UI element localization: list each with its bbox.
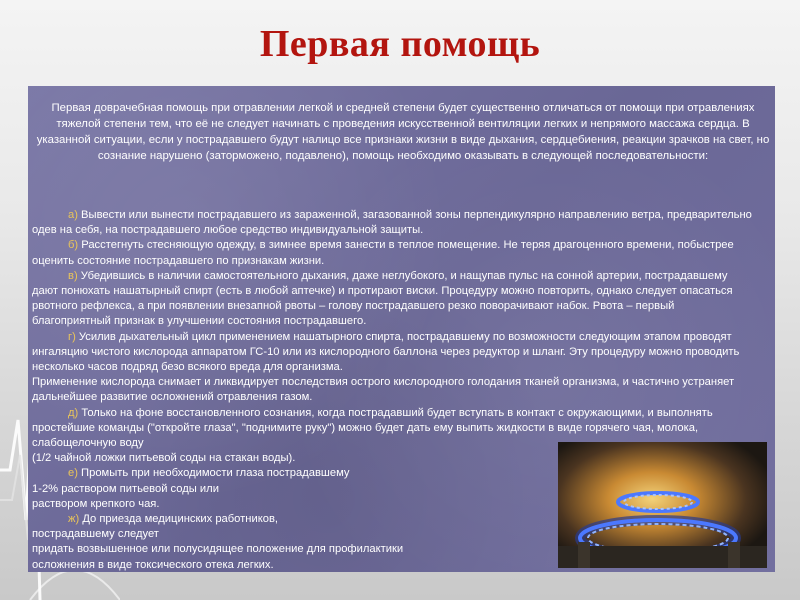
step-marker: г) bbox=[68, 330, 76, 343]
slide-title: Первая помощь bbox=[259, 23, 541, 65]
list-item bbox=[32, 208, 752, 238]
step-marker: д) bbox=[68, 406, 79, 419]
step-text: Только на фоне восстановленного сознания, когда пострадавший будет вступать в контакт с окружающими, и выполнять простейшие команды ("откройте глаза", "поднимите руку") можно будет дать ему выпить жидкости в виде горячего чая, молока, слабощелочную воду bbox=[32, 406, 713, 450]
step-marker: ж) bbox=[68, 513, 80, 526]
list-item bbox=[32, 238, 752, 268]
step-e-line: 1-2% раствором питьевой соды или bbox=[32, 482, 219, 495]
step-d-note: (1/2 чайной ложки питьевой соды на стакан воды). bbox=[32, 452, 296, 465]
step-text: До приезда медицинских работников, bbox=[79, 513, 278, 526]
step-marker: е) bbox=[68, 467, 78, 480]
step-text: Расстегнуть стесняющую одежду, в зимнее время занести в теплое помещение. Не теряя драгоценного времени, побыстрее оценить состояние пострадавшего по признакам жизни. bbox=[32, 239, 734, 267]
step-marker: а) bbox=[68, 209, 78, 221]
step-e-line: раствором крепкого чая. bbox=[32, 497, 160, 510]
step-marker: б) bbox=[68, 239, 79, 252]
list-item bbox=[32, 269, 752, 330]
gas-flame-icon bbox=[558, 442, 767, 568]
step-text: Вывести или вынести пострадавшего из зараженной, загазованной зоны перпендикулярно направлению ветра, предварительно одев на себя, на пострадавшего любое средство индивидуальной защиты. bbox=[32, 209, 752, 237]
step-zh-line: пострадавшему следует bbox=[32, 528, 159, 541]
step-zh-line: придать возвышенное или полусидящее положение для профилактики bbox=[32, 543, 404, 556]
step-text: Усилив дыхательный цикл применением нашатырного спирта, пострадавшему по возможности следующим этапом проводят ингаляцию чистого кислорода аппаратом ГС-10 или из кислородного баллона через редуктор и шланг. Эту процедуру можно проводить несколько часов подряд безо всякого вреда для организма. bbox=[32, 330, 740, 374]
intro-paragraph: Первая доврачебная помощь при отравлении легкой и средней степени будет существенно отличаться от помощи при отравлениях тяжелой степени тем, что её не следует начинать с проведения искусственной вентиляции легких и непрямого массажа сердца. В указанной ситуации, если у пострадавшего будут налицо все признаки жизни в виде дыхания, сердцебиения, реакции зрачков на свет, но сознание нарушено (заторможено, подавлено), помощь необходимо оказывать в следующей последовательности: bbox=[36, 102, 770, 162]
gas-burner-photo bbox=[558, 442, 767, 568]
step-marker: в) bbox=[68, 269, 78, 282]
step-text: Промыть при необходимости глаза пострадавшему bbox=[77, 467, 350, 480]
list-item bbox=[32, 330, 752, 376]
oxygen-note: Применение кислорода снимает и ликвидирует последствия острого кислородного голодания тканей организма, и частично устраняет дальнейшее развитие осложнений отравления газом. bbox=[32, 376, 735, 404]
step-zh-line: осложнения в виде токсического отека легких. bbox=[32, 558, 274, 571]
step-text: Убедившись в наличии самостоятельного дыхания, даже неглубокого, и нащупав пульс на сонной артерии, пострадавшему дают понюхать нашатырный спирт (есть в любой аптечке) и протирают виски. Процедуру можно повторить, однако следует опасаться рвотного рефлекса, а при появлении внезапной рвоты – голову пострадавшего резко поворачивают набок. Рвота – первый благоприятный признак в улучшении состояния пострадавшего. bbox=[32, 269, 733, 328]
